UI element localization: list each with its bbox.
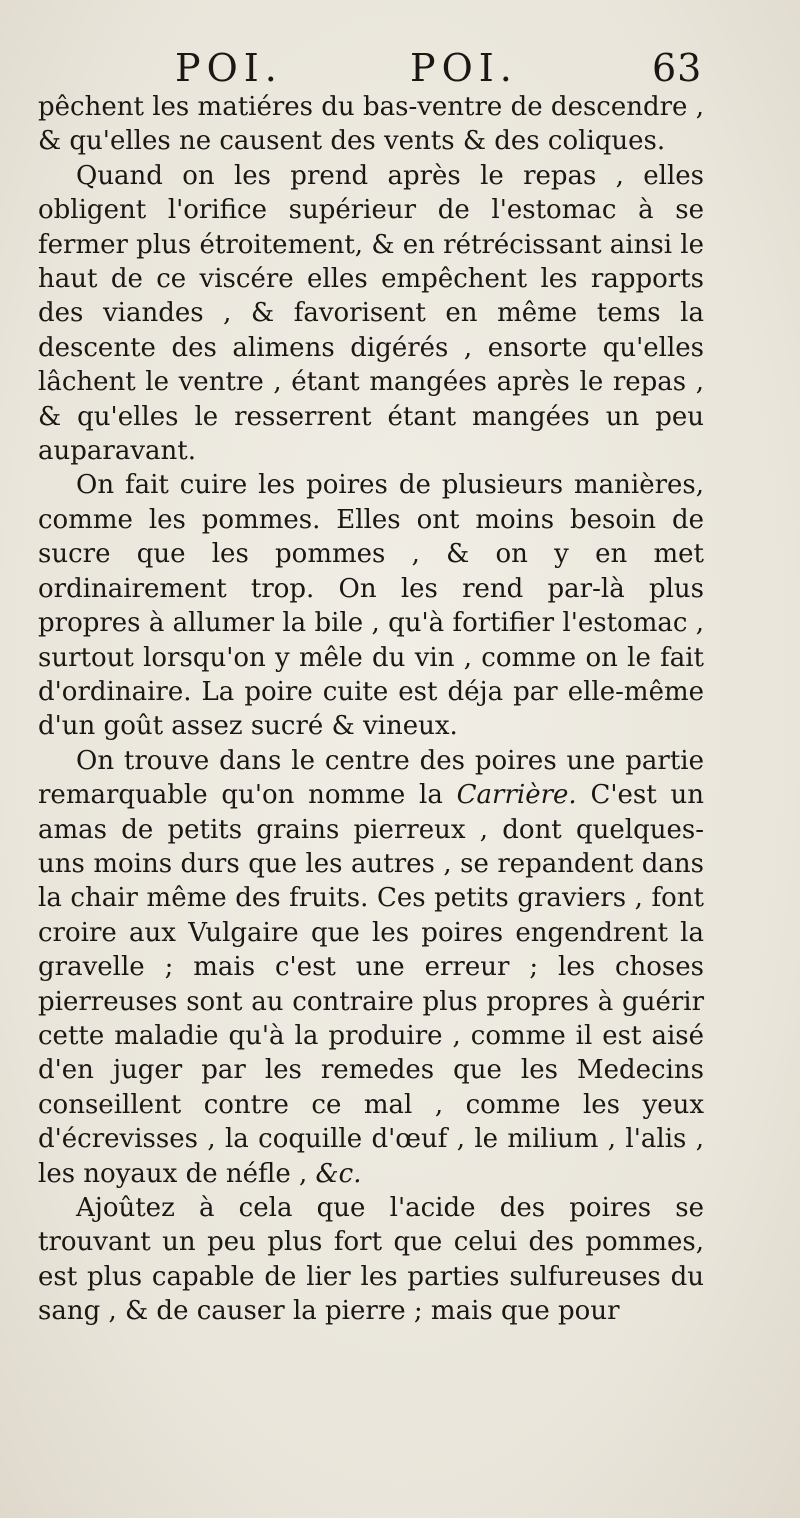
header-right: POI. — [410, 46, 518, 90]
paragraph-2: Quand on les prend après le repas , elles obligent l'orifice supérieur de l'estomac à se fermer plus étroitement, & en rétrécissant ainsi le haut de ce viscére elles empêchent les rapports des viandes , & favorisent en même tems la descente des alimens digérés , ensorte qu'elles lâchent le ventre , étant mangées après le repas , & qu'elles le resserrent étant mangées un peu auparavant. — [38, 160, 704, 467]
paragraph-1: pêchent les matiéres du bas-ventre de descendre , & qu'elles ne causent des vents & des coliques. — [38, 92, 704, 157]
paragraph-4-etc: &c. — [315, 1158, 362, 1189]
paragraph-4 — [38, 744, 704, 1191]
header-left: POI. — [175, 46, 283, 90]
paragraph-5: Ajoûtez à cela que l'acide des poires se trouvant un peu plus fort que celui des pommes, est plus capable de lier les parties sulfureuses du sang , & de causer la pierre ; mais que pour — [38, 1193, 704, 1327]
paragraph-4-part-1: On trouve dans le centre des poires une partie remarquable qu'on nomme la — [38, 745, 704, 811]
paragraph-4-part-2: C'est un amas de petits grains pierreux , dont quelques-uns moins durs que les autres , se repandent dans la chair même des fruits. Ces petits graviers , font croire aux Vulgaire que les poires engendrent la gravelle ; mais c'est une erreur ; les choses pierreuses sont au contraire plus propres à guérir cette maladie qu'à la produire , comme il est aisé d'en juger par les remedes que les Medecins conseillent contre ce mal , comme les yeux d'écrevisses , la coquille d'œuf , le milium , l'alis , les noyaux de néfle , — [38, 780, 704, 1189]
paragraph-3: On fait cuire les poires de plusieurs manières, comme les pommes. Elles ont moins besoin de sucre que les pommes , & on y en met ordinairement trop. On les rend par-là plus propres à allumer la bile , qu'à fortifier l'estomac , surtout lorsqu'on y mêle du vin , comme on le fait d'ordinaire. La poire cuite est déja par elle-même d'un goût assez sucré & vineux. — [38, 470, 704, 742]
page-body — [38, 90, 704, 1329]
running-header — [40, 44, 740, 92]
page-number: 63 — [652, 46, 703, 90]
paragraph-4-italic-term: Carrière. — [456, 780, 577, 811]
